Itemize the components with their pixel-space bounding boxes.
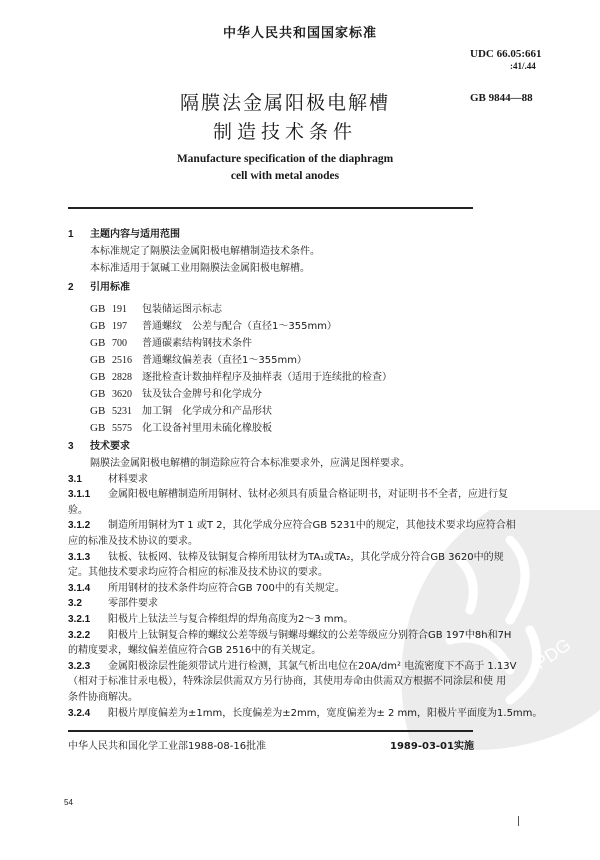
reference-item [90, 302, 222, 317]
reference-title: 普通螺纹偏差表（直径1～355mm） [142, 355, 307, 366]
clause-text: 金属阳极涂层性能须带试片进行检测，其氯气析出电位在20A/dm² 电流密度下不高于 1.13V [108, 660, 517, 672]
page-number: 54 [64, 798, 73, 807]
reference-title: 钛及钛合金牌号和化学成分 [142, 389, 262, 400]
reference-item [90, 404, 272, 419]
udc-line2: :41/.44 [510, 61, 536, 71]
clause-number: 3.2.2 [68, 629, 91, 641]
paragraph-line [90, 457, 410, 471]
clause-text: 所用钢材的技术条件均应符合GB 700中的有关规定。 [108, 582, 345, 594]
clause-number: 3.2.4 [68, 707, 91, 719]
clause-text: 阳极片上钛铜复合棒的螺纹公差等级与铜螺母螺纹的公差等级应分别符合GB 197中8h和7H [108, 629, 512, 641]
paragraph-line [68, 644, 321, 658]
clause-line [68, 519, 516, 533]
clause-number: 3.2.1 [68, 614, 91, 625]
title-line2: 制造技术条件 [212, 121, 357, 143]
clause-text: 条件协商解决。 [68, 692, 138, 703]
reference-code: 2828 [112, 372, 132, 383]
clause-text: 阳极片上钛法兰与复合棒组焊的焊角高度为2～3 mm。 [108, 614, 354, 625]
clause-text: （相对于标准甘汞电极），特殊涂层供需双方另行协商，其使用寿命由供需双方根据不同涂层和使 用 [68, 676, 507, 688]
clause-text: 的精度要求，螺纹偏差值应符合GB 2516中的有关规定。 [68, 645, 322, 657]
clause-line [68, 473, 148, 487]
section1-paragraph: 本标准规定了隔膜法金属阳极电解槽制造技术条件。 [90, 246, 320, 257]
reference-item [90, 319, 337, 334]
clause-text: 钛板、钛板网、钛棒及钛铜复合棒所用钛材为TA₁或TA₂，其化学成分符合GB 3620中的规 [108, 551, 504, 563]
reference-item [90, 370, 392, 385]
clause-text: 定。其他技术要求均应符合相应的标准及技术协议的要求。 [68, 567, 328, 579]
clause-text: 验。 [68, 504, 88, 516]
clause-number: 3.1.1 [68, 489, 91, 501]
clause-text: 金属阳极电解槽制造所用铜材、钛材必须具有质量合格证明书，对证明书不全者，应进行复 [108, 489, 508, 501]
reference-item [90, 353, 307, 368]
clause-text: 材料要求 [108, 473, 148, 485]
clause-text: 应的标准及技术协议的要求。 [68, 536, 198, 547]
clause-line [68, 582, 345, 596]
effective-date: 1989-03-01实施 [390, 741, 474, 752]
reference-prefix: GB [90, 388, 106, 400]
reference-item [90, 336, 252, 351]
clause-line [68, 488, 508, 502]
reference-title: 包装储运图示标志 [142, 304, 222, 315]
reference-title: 普通碳素结构钢技术条件 [142, 338, 252, 349]
clause-number: 3.2.3 [68, 660, 91, 672]
section3-heading: 3 技术要求 [68, 441, 130, 452]
paragraph-line [68, 504, 88, 518]
reference-prefix: GB [90, 337, 106, 349]
reference-title: 加工铜 化学成分和产品形状 [142, 406, 272, 417]
reference-code: 2516 [112, 355, 132, 366]
paragraph-line [68, 535, 198, 549]
reference-code: 197 [112, 321, 127, 332]
reference-code: 5575 [112, 423, 132, 434]
reference-title: 化工设备衬里用未硫化橡胶板 [142, 423, 272, 434]
margin-mark [518, 816, 519, 826]
approval-text: 中华人民共和国化学工业部1988-08-16批准 [68, 741, 267, 752]
gb-number: GB 9844—88 [470, 92, 533, 104]
clause-line [68, 597, 158, 611]
paragraph-line [68, 691, 138, 705]
title-line1: 隔膜法金属阳极电解槽 [179, 92, 390, 114]
reference-item [90, 387, 262, 402]
section2-heading: 2 引用标准 [68, 282, 130, 293]
udc-code [470, 48, 542, 72]
section1-heading: 1 主题内容与适用范围 [68, 229, 180, 240]
reference-prefix: GB [90, 303, 106, 315]
clause-text: 制造所用铜材为T 1 或T 2，其化学成分应符合GB 5231中的规定，其他技术要求均应符合相 [108, 520, 516, 532]
footer-divider [68, 730, 473, 732]
reference-code: 700 [112, 338, 127, 349]
reference-prefix: GB [90, 320, 106, 332]
clause-line [68, 660, 517, 674]
standard-type-header: 中华人民共和国国家标准 [222, 26, 377, 41]
english-title-line2: cell with metal anodes [230, 170, 340, 182]
reference-prefix: GB [90, 405, 106, 417]
clause-text: 零部件要求 [108, 598, 158, 610]
udc-line1: UDC 66.05:661 [470, 48, 542, 60]
paragraph-line [68, 566, 328, 580]
reference-prefix: GB [90, 422, 106, 434]
clause-line [68, 707, 542, 721]
reference-code: 5231 [112, 406, 132, 417]
reference-prefix: GB [90, 354, 106, 366]
clause-line [68, 551, 504, 565]
clause-number: 3.1.4 [68, 582, 91, 594]
clause-line [68, 629, 511, 643]
reference-code: 191 [112, 304, 127, 315]
clause-text: 阳极片厚度偏差为±1mm，长度偏差为±2mm，宽度偏差为± 2 mm，阳极片平面度为1.5mm。 [108, 707, 543, 719]
section1-paragraph: 本标准适用于氯碱工业用隔膜法金属阳极电解槽。 [90, 263, 310, 274]
clause-number: 3.1 [68, 473, 82, 485]
reference-title: 普通螺纹 公差与配合（直径1～355mm） [142, 321, 337, 332]
clause-number: 3.2 [68, 598, 82, 610]
header-divider [68, 207, 473, 209]
english-title-line1: Manufacture specification of the diaphragm [176, 153, 394, 165]
reference-code: 3620 [112, 389, 132, 400]
reference-title: 逐批检查计数抽样程序及抽样表（适用于连续批的检查） [142, 372, 392, 383]
reference-prefix: GB [90, 371, 106, 383]
watermark-text: PDG [530, 634, 575, 674]
clause-number: 3.1.3 [68, 551, 91, 563]
reference-item [90, 421, 272, 436]
clause-number: 3.1.2 [68, 520, 91, 532]
paragraph-line [68, 675, 506, 689]
clause-text: 隔膜法金属阳极电解槽的制造除应符合本标准要求外，应满足图样要求。 [90, 458, 410, 469]
clause-line [68, 613, 353, 627]
